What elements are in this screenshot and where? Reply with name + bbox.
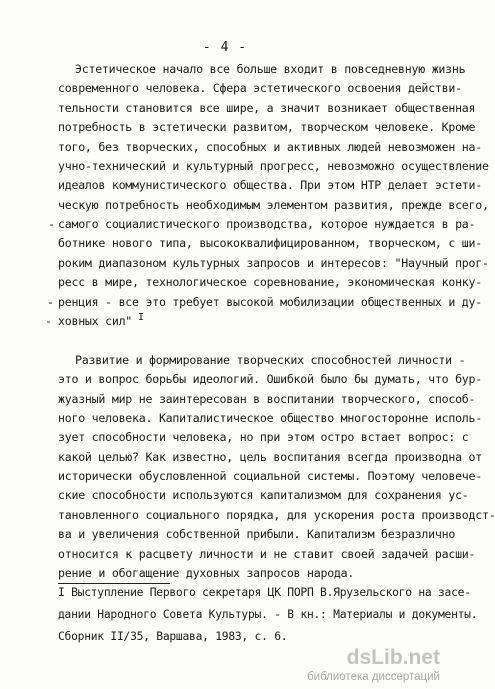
footnote-line: I Выступление Первого секретаря ЦК ПОРП В.Ярузельского на засе-: [58, 586, 471, 599]
page-number: - 4 -: [202, 40, 248, 55]
text-line: тановленного социального порядка, для ускорения роста производст-: [58, 508, 495, 522]
text-line: какой целью? Как известно, цель воспитания всегда производна от: [58, 450, 482, 464]
text-line: ренция - все это требует высокой мобилизации общественных и ду-: [58, 295, 482, 309]
text-line: Эстетическое начало все больше входит в повседневную жизнь: [75, 62, 466, 76]
text-line-with-footnote-ref: [58, 314, 144, 330]
text-line: исторически обусловленной социальной системы. Поэтому человече-: [58, 469, 482, 483]
margin-mark: -: [48, 217, 55, 231]
margin-mark: -: [45, 314, 52, 328]
text-line: ного человека. Капиталистическое общество многосторонне исполь-: [58, 411, 482, 425]
footnote-ref: I: [138, 312, 144, 323]
text-line: роким диапазоном культурных запросов и интересов: "Научный прог-: [58, 256, 489, 270]
text-span: ховных сил": [58, 314, 133, 328]
text-line: ресс в мире, технологическое соревнование, экономическая конку-: [58, 275, 482, 289]
text-line: это и вопрос борьбы идеологий. Ошибкой было бы думать, что бур-: [58, 372, 482, 386]
text-line: учно-технический и культурный прогресс, невозможно осуществление: [58, 159, 489, 173]
footnote-rule: [58, 583, 170, 584]
text-line: ческую потребность необходимым элементом развития, прежде всего,: [58, 198, 489, 212]
text-line: современного человека. Сфера эстетического освоения действи-: [58, 81, 462, 95]
text-line: рение и обогащение духовных запросов народа.: [58, 566, 355, 580]
footnote-line: дании Народного Совета Культуры. - В кн.: Материалы и документы.: [58, 608, 478, 621]
text-line: ва и увеличения собственной прибыли. Капитализм безразлично: [58, 527, 456, 541]
text-line: того, без творческих, способных и активных людей невозможен на-: [58, 140, 482, 154]
text-line: идеалов коммунистического общества. При этом НТР делает эстети-: [58, 178, 482, 192]
text-line: потребность в эстетически развитом, творческом человеке. Кроме: [58, 120, 476, 134]
text-line: самого социалистического производства, которое нуждается в ра-: [58, 217, 476, 231]
text-line: ские способности используются капитализмом для сохранения ус-: [58, 488, 469, 502]
text-line: Развитие и формирование творческих способностей личности -: [75, 353, 466, 367]
text-line: ботнике нового типа, высококвалифицированном, творческом, с ши-: [58, 236, 482, 250]
footnote-line: Сборник II/35, Варшава, 1983, с. 6.: [58, 630, 288, 643]
watermark-tagline: библиотека диссертаций: [307, 671, 440, 683]
text-line: зует способности человека, но при этом остро встает вопрос: с: [58, 430, 469, 444]
text-line: относится к расцвету личности и не ставит своей задачей расши-: [58, 547, 476, 561]
dslib-logo: dsLib.net: [346, 646, 440, 669]
watermark: [307, 647, 440, 683]
margin-mark: -: [47, 295, 54, 309]
text-line: жуазный мир не заинтересован в воспитании творческого, способ-: [58, 392, 476, 406]
text-line: тельности становится все шире, а значит возникает общественная: [58, 101, 476, 115]
